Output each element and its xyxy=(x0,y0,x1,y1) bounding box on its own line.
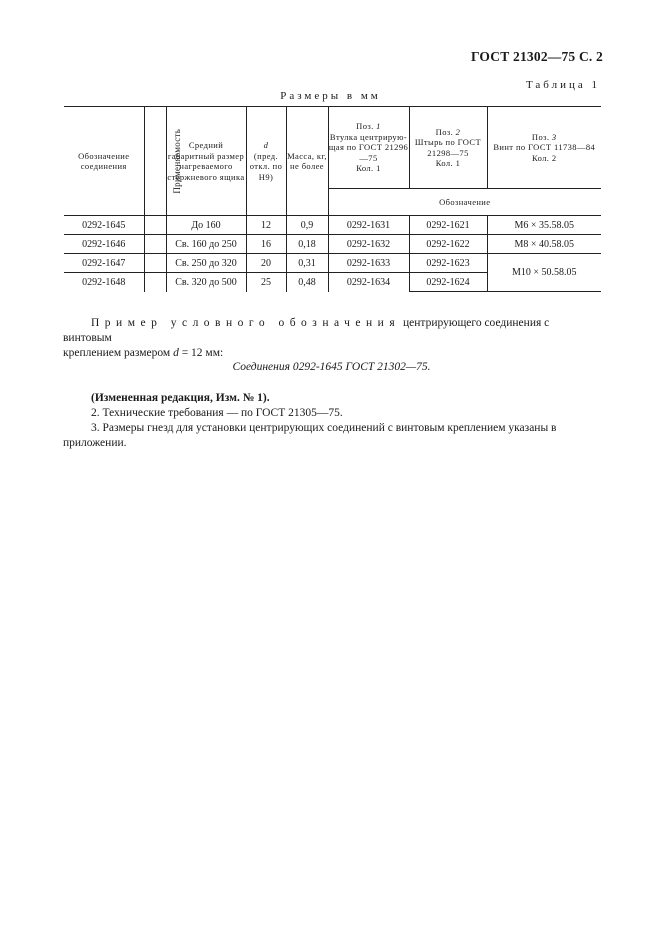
pos1-number: 1 xyxy=(376,121,381,132)
d-symbol: d xyxy=(263,140,269,150)
cell-applicability xyxy=(144,216,166,235)
pos1-label: Поз. xyxy=(356,121,377,132)
cell-size: До 160 xyxy=(166,216,246,235)
cell-screw: М6 × 35.58.05 xyxy=(487,216,601,235)
example-line2-pre: креплением размером xyxy=(63,347,174,359)
pos1-text: Втулка центрирую-щая по ГОСТ 21296—75 xyxy=(328,131,409,163)
cell-applicability xyxy=(144,235,166,254)
cell-designation: 0292-1646 xyxy=(64,235,144,254)
table-caption: Размеры в мм xyxy=(280,90,381,102)
cell-d: 16 xyxy=(246,235,286,254)
item-2: 2. Технические требования — по ГОСТ 21305—75. xyxy=(91,407,343,419)
cell-pin: 0292-1621 xyxy=(409,216,487,235)
table-number: Таблица 1 xyxy=(525,79,600,91)
pos2-qty: Кол. 1 xyxy=(435,158,461,168)
header-pos1 xyxy=(328,107,409,189)
cell-designation: 0292-1647 xyxy=(64,254,144,273)
cell-bush: 0292-1632 xyxy=(328,235,409,254)
header-designation: Обозначение соединения xyxy=(64,107,144,216)
cell-designation: 0292-1645 xyxy=(64,216,144,235)
cell-d: 12 xyxy=(246,216,286,235)
cell-designation: 0292-1648 xyxy=(64,273,144,292)
cell-bush: 0292-1631 xyxy=(328,216,409,235)
cell-pin: 0292-1624 xyxy=(409,273,487,292)
example-line2-post: = 12 мм: xyxy=(178,347,224,359)
cell-pin: 0292-1622 xyxy=(409,235,487,254)
d-tolerance-note: (пред. откл. по H9) xyxy=(249,150,283,182)
cell-applicability xyxy=(144,254,166,273)
header-applicability xyxy=(144,107,182,216)
designation-example: Соединения 0292-1645 ГОСТ 21302—75. xyxy=(232,361,431,373)
example-rest: центрирующего соединения с винтовым xyxy=(63,317,550,344)
cell-size: Св. 250 до 320 xyxy=(166,254,246,273)
item-3: 3. Размеры гнезд для установки центрирующих соединений с винтовым креплением указаны в приложении. xyxy=(63,422,557,449)
example-paragraph xyxy=(63,316,600,361)
header-mass: Масса, кг, не более xyxy=(286,107,328,216)
table-row xyxy=(64,216,601,235)
example-spaced-label: Пример условного обозначения xyxy=(91,317,401,329)
amended-note: (Измененная редакция, Изм. № 1). xyxy=(91,392,270,404)
cell-mass: 0,31 xyxy=(286,254,328,273)
header-pos2 xyxy=(409,107,487,189)
cell-mass: 0,18 xyxy=(286,235,328,254)
cell-bush: 0292-1634 xyxy=(328,273,409,292)
pos2-text: Штырь по ГОСТ 21298—75 xyxy=(414,137,482,158)
cell-mass: 0,48 xyxy=(286,273,328,292)
page-reference: ГОСТ 21302—75 С. 2 xyxy=(470,49,603,64)
table-row xyxy=(64,254,601,273)
pos1-qty: Кол. 1 xyxy=(356,163,381,174)
example-d-symbol: d xyxy=(173,347,179,359)
header-average-size: Средний габаритный размер нагреваемого стержневого ящика xyxy=(166,107,246,216)
cell-size: Св. 320 до 500 xyxy=(166,273,246,292)
cell-screw: М10 × 50.58.05 xyxy=(487,254,601,292)
header-diameter xyxy=(246,107,286,216)
header-pos3 xyxy=(487,107,601,189)
header-oboznachenie: Обозначение xyxy=(328,189,601,216)
pos2-label: Поз. xyxy=(435,126,456,137)
pos3-qty: Кол. 2 xyxy=(531,152,557,163)
cell-pin: 0292-1623 xyxy=(409,254,487,273)
pos3-text: Винт по ГОСТ 11738—84 xyxy=(493,142,596,153)
pos3-label: Поз. xyxy=(531,131,552,142)
cell-mass: 0,9 xyxy=(286,216,328,235)
pos2-number: 2 xyxy=(455,126,461,137)
cell-d: 25 xyxy=(246,273,286,292)
cell-d: 20 xyxy=(246,254,286,273)
table-row xyxy=(64,235,601,254)
pos3-number: 3 xyxy=(551,131,557,142)
applicability-label: Применяемость xyxy=(171,128,182,194)
specification-table xyxy=(64,106,601,292)
cell-applicability xyxy=(144,273,166,292)
cell-size: Св. 160 до 250 xyxy=(166,235,246,254)
cell-screw: М8 × 40.58.05 xyxy=(487,235,601,254)
cell-bush: 0292-1633 xyxy=(328,254,409,273)
